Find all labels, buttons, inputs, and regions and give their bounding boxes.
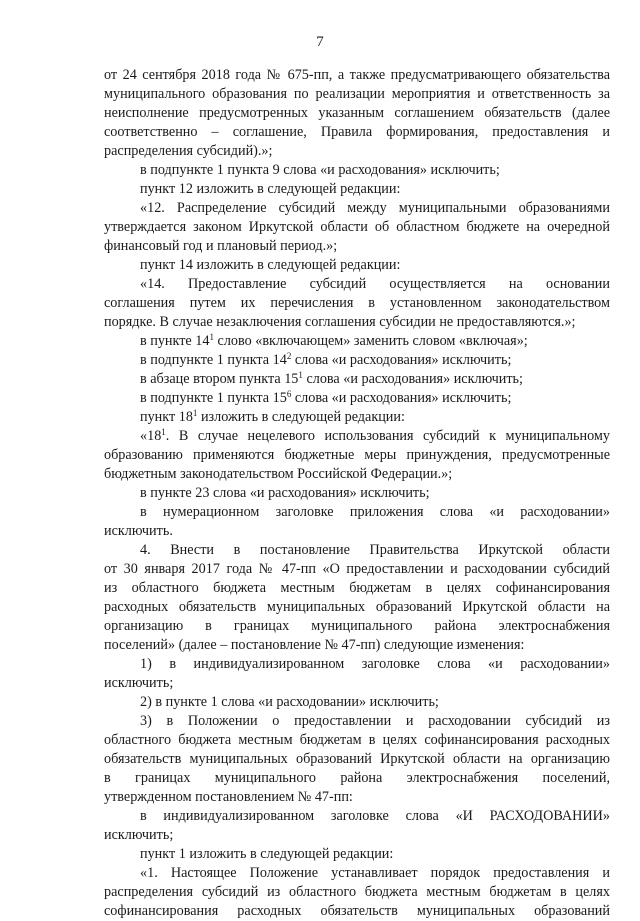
- text-segment: неисполнение предусмотренных указанным соглашением обязательств (далее: [104, 105, 610, 121]
- text-line: [104, 332, 610, 351]
- text-segment: от 30 января 2017 года № 47-пп «О предоставлении и расходовании субсидий: [104, 561, 610, 577]
- text-segment: исключить;: [104, 827, 174, 843]
- text-segment: муниципального образования по реализации мероприятия и ответственность за: [104, 86, 610, 102]
- text-line: [104, 579, 610, 598]
- text-segment: слова «и расходования» исключить;: [291, 352, 512, 368]
- text-line: [104, 826, 610, 845]
- text-line: [104, 123, 610, 142]
- text-segment: утвержденном постановлением № 47-пп:: [104, 789, 353, 805]
- text-segment: соглашения путем их перечисления в установленном законодательством: [104, 295, 610, 311]
- text-segment: финансовый год и плановый период.»;: [104, 238, 338, 254]
- text-segment: «14. Предоставление субсидий осуществляется на основании: [140, 276, 610, 292]
- text-segment: в подпункте 1 пункта 15: [140, 390, 287, 406]
- text-segment: пункт 1 изложить в следующей редакции:: [140, 846, 394, 862]
- text-line: [104, 769, 610, 788]
- text-segment: в абзаце втором пункта 15: [140, 371, 299, 387]
- text-line: [104, 503, 610, 522]
- text-segment: . В случае нецелевого использования субсидий к муниципальному: [165, 428, 610, 444]
- superscript-index: 1: [298, 370, 303, 380]
- text-segment: в индивидуализированном заголовке слова «И РАСХОДОВАНИИ»: [140, 808, 610, 824]
- text-segment: «1. Настоящее Положение устанавливает порядок предоставления и: [140, 865, 610, 881]
- superscript-index: 6: [286, 389, 292, 399]
- text-segment: из областного бюджета местным бюджетам в целях софинансирования: [104, 580, 610, 596]
- text-segment: образованию применяются бюджетные меры принуждения, предусмотренные: [104, 447, 610, 463]
- text-line: [104, 446, 610, 465]
- text-line: [104, 864, 610, 883]
- text-segment: пункт 12 изложить в следующей редакции:: [140, 181, 401, 197]
- text-line: [104, 465, 610, 484]
- text-segment: порядке. В случае незаключения соглашения субсидии не предоставляются.»;: [104, 314, 576, 330]
- text-line: [104, 408, 610, 427]
- text-line: [104, 104, 610, 123]
- text-segment: расходных обязательств муниципальных образований Иркутской области на: [104, 599, 610, 615]
- text-line: [104, 218, 610, 237]
- text-line: [104, 883, 610, 902]
- text-segment: в пункте 14: [140, 333, 210, 349]
- text-segment: 1) в индивидуализированном заголовке слова «и расходовании»: [140, 656, 610, 672]
- text-line: [104, 180, 610, 199]
- text-segment: распределения субсидий).»;: [104, 143, 273, 159]
- document-body: [104, 66, 610, 921]
- text-line: [104, 731, 610, 750]
- text-line: [104, 484, 610, 503]
- page-number: 7: [316, 34, 324, 50]
- superscript-index: 1: [209, 332, 214, 342]
- text-line: [104, 237, 610, 256]
- text-line: [104, 370, 610, 389]
- text-line: [104, 389, 610, 408]
- text-line: [104, 161, 610, 180]
- text-line: [104, 275, 610, 294]
- text-line: [104, 617, 610, 636]
- text-segment: слова «и расходования» исключить;: [302, 371, 523, 387]
- text-segment: организацию в границах муниципального района электроснабжения: [104, 618, 610, 634]
- text-line: [104, 674, 610, 693]
- text-segment: слово «включающем» заменить словом «включая»;: [213, 333, 528, 349]
- text-segment: в подпункте 1 пункта 9 слова «и расходования» исключить;: [140, 162, 500, 178]
- text-line: [104, 351, 610, 370]
- text-segment: в подпункте 1 пункта 14: [140, 352, 287, 368]
- superscript-index: 1: [161, 427, 166, 437]
- text-line: [104, 560, 610, 579]
- text-segment: в границах муниципального района электроснабжения поселений,: [104, 770, 610, 786]
- text-segment: соответственно – соглашение, Правила формирования, предоставления и: [104, 124, 610, 140]
- text-segment: областного бюджета местным бюджетам в целях софинансирования расходных: [104, 732, 610, 748]
- text-segment: изложить в следующей редакции:: [197, 409, 405, 425]
- text-segment: 4. Внести в постановление Правительства Иркутской области: [140, 542, 610, 558]
- text-segment: слова «и расходования» исключить;: [291, 390, 512, 406]
- text-segment: от 24 сентября 2018 года № 675-пп, а также предусматривающего обязательства: [104, 67, 610, 83]
- text-line: [104, 199, 610, 218]
- text-segment: утверждается законом Иркутской области об областном бюджете на очередной: [104, 219, 610, 235]
- text-line: [104, 294, 610, 313]
- text-line: [104, 541, 610, 560]
- text-line: [104, 693, 610, 712]
- text-line: [104, 807, 610, 826]
- text-segment: пункт 14 изложить в следующей редакции:: [140, 257, 401, 273]
- text-segment: «18: [140, 428, 162, 444]
- text-line: [104, 750, 610, 769]
- text-segment: бюджетным законодательством Российской Федерации.»;: [104, 466, 453, 482]
- superscript-index: 1: [192, 408, 198, 418]
- text-line: [104, 788, 610, 807]
- text-segment: софинансирования расходных обязательств муниципальных образований: [104, 903, 610, 919]
- text-line: [104, 712, 610, 731]
- superscript-index: 2: [286, 351, 292, 361]
- text-segment: в нумерационном заголовке приложения слова «и расходовании»: [140, 504, 610, 520]
- text-line: [104, 655, 610, 674]
- text-segment: поселений» (далее – постановление № 47-пп) следующие изменения:: [104, 637, 525, 653]
- text-segment: «12. Распределение субсидий между муниципальными образованиями: [140, 200, 610, 216]
- text-line: [104, 66, 610, 85]
- text-segment: исключить;: [104, 675, 174, 691]
- text-line: [104, 598, 610, 617]
- text-segment: в пункте 23 слова «и расходования» исключить;: [140, 485, 430, 501]
- text-line: [104, 256, 610, 275]
- text-segment: распределения субсидий из областного бюджета местным бюджетам в целях: [104, 884, 610, 900]
- text-line: [104, 636, 610, 655]
- text-segment: пункт 18: [140, 409, 193, 425]
- text-line: [104, 142, 610, 161]
- text-line: [104, 427, 610, 446]
- text-line: [104, 522, 610, 541]
- text-segment: 3) в Положении о предоставлении и расходовании субсидий из: [140, 713, 610, 729]
- text-segment: 2) в пункте 1 слова «и расходовании» исключить;: [140, 694, 439, 710]
- text-line: [104, 845, 610, 864]
- text-line: [104, 313, 610, 332]
- text-segment: исключить.: [104, 523, 173, 539]
- text-line: [104, 85, 610, 104]
- text-segment: обязательств муниципальных образований Иркутской области на организацию: [104, 751, 610, 767]
